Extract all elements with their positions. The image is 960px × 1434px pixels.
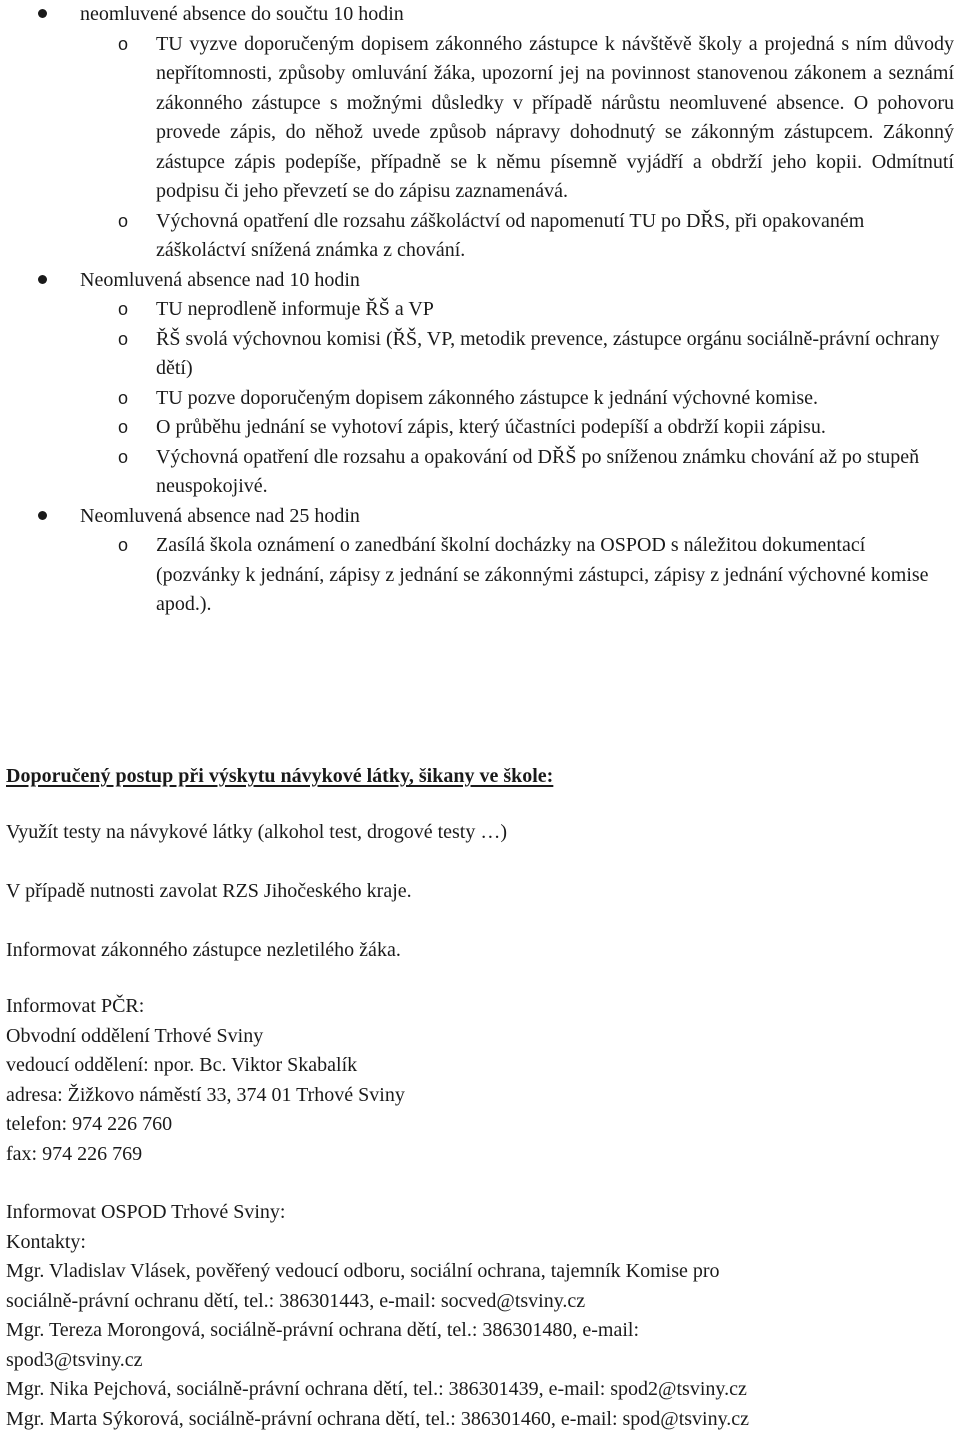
ospod-line: Kontakty: <box>6 1230 86 1253</box>
sub-list-text: Výchovná opatření dle rozsahu a opakování od DŘŠ po sníženou známku chování až po stupeň neuspokojivé. <box>156 445 920 497</box>
sub-list-item <box>78 413 960 443</box>
paragraph-rzs: V případě nutnosti zavolat RZS Jihočeského kraje. <box>6 880 412 902</box>
ospod-line: Mgr. Marta Sýkorová, sociálně-právní ochrana dětí, tel.: 386301460, e-mail: spod@tsviny.cz <box>6 1407 750 1430</box>
pcr-line: Informovat PČR: <box>6 995 145 1017</box>
sub-list-item <box>78 295 960 325</box>
ospod-line: sociálně-právní ochranu dětí, tel.: 386301443, e-mail: socved@tsviny.cz <box>6 1289 586 1312</box>
circle-bullet-icon: o <box>118 299 129 319</box>
pcr-line: Obvodní oddělení Trhové Sviny <box>6 1024 264 1047</box>
ospod-line: Informovat OSPOD Trhové Sviny: <box>6 1201 286 1223</box>
sub-list-item <box>78 384 960 414</box>
ospod-line: Mgr. Vladislav Vlásek, pověřený vedoucí odboru, sociální ochrana, tajemník Komise pro <box>6 1260 720 1282</box>
pcr-line: adresa: Žižkovo náměstí 33, 374 01 Trhové Sviny <box>6 1083 405 1106</box>
bullet-dot-icon <box>38 275 47 284</box>
sub-list-item <box>78 30 960 207</box>
ospod-contact-block <box>6 1198 956 1434</box>
sub-list-text: TU vyzve doporučeným dopisem zákonného zástupce k návštěvě školy a projedná s ním důvody nepřítomnosti, způsoby omluvání žáka, upozorní jej na povinnost stanovenou zákonem a seznámí zákonného zástupce s možnými důsledky v případě nárůstu neomluvené absence. O pohovoru provede zápis, do něhož uvede způsob nápravy dohodnutý se zákonným zástupcem. Zákonný zástupce zápis podepíše, případně se k němu písemně vyjádří a obdrží jeho kopii. Odmítnutí podpisu či jeho převzetí se do zápisu zaznamenává. <box>156 32 954 202</box>
bullet-dot-icon <box>38 511 47 520</box>
circle-bullet-icon: o <box>118 210 129 231</box>
sub-list-item <box>78 207 960 266</box>
section-title: Neomluvená absence nad 10 hodin <box>80 268 360 291</box>
ospod-line: Mgr. Nika Pejchová, sociálně-právní ochrana dětí, tel.: 386301439, e-mail: spod2@tsviny.cz <box>6 1378 747 1400</box>
ospod-line: Mgr. Tereza Morongová, sociálně-právní ochrana dětí, tel.: 386301480, e-mail: <box>6 1319 640 1341</box>
circle-bullet-icon: o <box>118 446 129 467</box>
circle-bullet-icon: o <box>118 417 129 437</box>
circle-bullet-icon: o <box>118 328 129 349</box>
sub-list-item <box>78 443 960 502</box>
sub-list-text: ŘŠ svolá výchovnou komisi (ŘŠ, VP, metodik prevence, zástupce orgánu sociálně-právní ochrany dětí) <box>156 327 940 379</box>
pcr-line: fax: 974 226 769 <box>6 1142 143 1165</box>
circle-bullet-icon: o <box>118 33 129 54</box>
pcr-contact-block <box>6 992 956 1169</box>
pcr-line: vedoucí oddělení: npor. Bc. Viktor Skabalík <box>6 1054 358 1076</box>
procedure-heading: Doporučený postup při výskytu návykové látky, šikany ve škole: <box>6 765 554 787</box>
sub-list-item <box>78 325 960 384</box>
sub-list <box>80 295 960 502</box>
sub-list-text: TU neprodleně informuje ŘŠ a VP <box>156 298 434 320</box>
absence-rules-list <box>0 0 960 620</box>
sub-list <box>80 30 960 266</box>
sub-list-text: Zasílá škola oznámení o zanedbání školní docházky na OSPOD s náležitou dokumentací (pozvánky k jednání, zápisy z jednání se zákonnými zástupci, zápisy z jednání výchovné komise apod.). <box>156 534 929 615</box>
section-title: Neomluvená absence nad 25 hodin <box>80 504 360 527</box>
list-item-neomluvene-10 <box>0 0 960 266</box>
sub-list-text: Výchovná opatření dle rozsahu záškoláctví od napomenutí TU po DŘS, při opakovaném záškoláctví snížená známka z chování. <box>156 209 865 261</box>
sub-list-item <box>78 531 960 620</box>
sub-list-text: TU pozve doporučeným dopisem zákonného zástupce k jednání výchovné komise. <box>156 386 819 409</box>
ospod-line: spod3@tsviny.cz <box>6 1348 143 1371</box>
paragraph-tests: Využít testy na návykové látky (alkohol test, drogové testy …) <box>6 821 508 843</box>
absence-list-container <box>0 0 960 620</box>
sub-list-text: O průběhu jednání se vyhotoví zápis, který účastníci podepíší a obdrží kopii zápisu. <box>156 416 826 438</box>
sub-list <box>80 531 960 620</box>
list-item-nad-25 <box>0 502 960 620</box>
pcr-line: telefon: 974 226 760 <box>6 1113 173 1135</box>
circle-bullet-icon: o <box>118 535 129 555</box>
section-title: neomluvené absence do součtu 10 hodin <box>80 3 404 25</box>
list-item-nad-10 <box>0 266 960 502</box>
circle-bullet-icon: o <box>118 387 129 408</box>
bullet-dot-icon <box>38 9 47 18</box>
paragraph-guardian: Informovat zákonného zástupce nezletilého žáka. <box>6 939 401 961</box>
